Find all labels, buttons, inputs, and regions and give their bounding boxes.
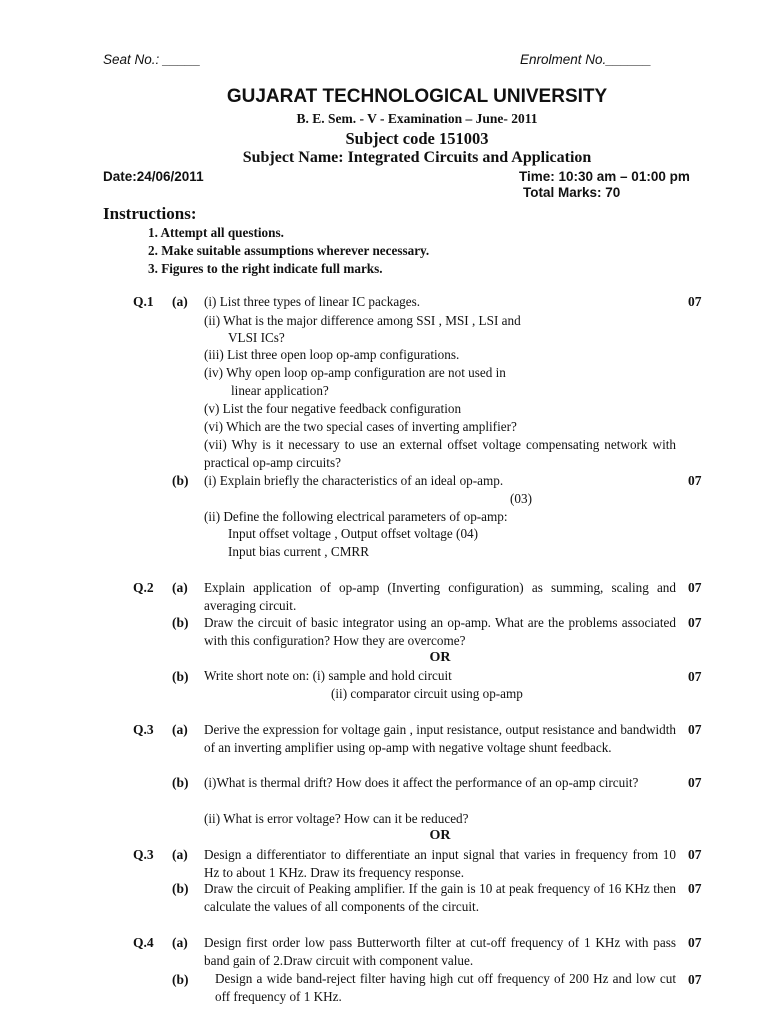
question-line: (iv) Why open loop op-amp configuration are not used in: [204, 365, 506, 380]
question-number: Q.3: [133, 722, 154, 737]
part-label: (b): [172, 775, 189, 790]
marks: 07: [688, 669, 702, 684]
question-line: Write short note on: (i) sample and hold circuit: [204, 668, 452, 683]
question-text: (i)What is thermal drift? How does it affect the performance of an op-amp circuit?: [204, 775, 639, 790]
exam-time: Time: 10:30 am – 01:00 pm: [519, 169, 690, 184]
question-text: Draw the circuit of Peaking amplifier. If the gain is 10 at peak frequency of 16 KHz then calculate the values of all components of the circuit.: [204, 881, 676, 914]
instructions-title: Instructions:: [103, 204, 197, 223]
question-text: Derive the expression for voltage gain , input resistance, output resistance and bandwidth of an inverting amplifier using op-amp with negative voltage shunt feedback.: [204, 722, 676, 755]
question-text: Explain application of op-amp (Inverting configuration) as summing, scaling and averaging circuit.: [204, 580, 676, 613]
question-line: (ii) What is the major difference among SSI , MSI , LSI and: [204, 313, 521, 328]
marks: 07: [688, 722, 702, 737]
part-label: (a): [172, 722, 188, 737]
exam-date: Date:24/06/2011: [103, 169, 204, 184]
question-text: Draw the circuit of basic integrator using an op-amp. What are the problems associated with this configuration? How they are overcome?: [204, 615, 676, 648]
part-label: (a): [172, 847, 188, 862]
university-name: GUJARAT TECHNOLOGICAL UNIVERSITY: [226, 86, 608, 107]
marks: 07: [688, 580, 702, 595]
total-marks: Total Marks: 70: [523, 185, 621, 200]
part-label: (b): [172, 473, 189, 488]
question-number: Q.2: [133, 580, 154, 595]
marks: 07: [688, 294, 702, 309]
question-text: Design a wide band-reject filter having high cut off frequency of 200 Hz and low cut off frequency of 1 KHz.: [215, 971, 676, 1004]
question-text: Design a differentiator to differentiate an input signal that varies in frequency from 10 Hz to about 1 KHz. Draw its frequency response.: [204, 847, 676, 880]
part-label: (b): [172, 881, 189, 896]
question-number: Q.4: [133, 935, 154, 950]
question-line: Input offset voltage , Output offset voltage (04): [228, 526, 479, 541]
question-line: (ii) comparator circuit using op-amp: [331, 686, 523, 701]
question-line: VLSI ICs?: [228, 330, 285, 345]
instruction-item: 2. Make suitable assumptions wherever necessary.: [148, 243, 430, 258]
part-label: (a): [172, 294, 188, 309]
subject-code: Subject code 151003: [345, 129, 489, 148]
sub-marks: (03): [510, 491, 532, 506]
marks: 07: [688, 935, 702, 950]
marks: 07: [688, 473, 702, 488]
question-line: (vi) Which are the two special cases of inverting amplifier?: [204, 419, 517, 434]
question-line: (i) Explain briefly the characteristics of an ideal op-amp.: [204, 473, 504, 488]
instruction-item: 1. Attempt all questions.: [148, 225, 284, 240]
part-label: (b): [172, 972, 189, 987]
part-label: (a): [172, 935, 188, 950]
marks: 07: [688, 881, 702, 896]
marks: 07: [688, 972, 702, 987]
marks: 07: [688, 847, 702, 862]
question-line: (ii) What is error voltage? How can it be reduced?: [204, 811, 469, 826]
or-separator: OR: [429, 650, 451, 665]
subject-name: Subject Name: Integrated Circuits and Application: [242, 149, 592, 166]
question-line: (v) List the four negative feedback configuration: [204, 401, 462, 416]
question-number: Q.3: [133, 847, 154, 862]
question-line: (ii) Define the following electrical parameters of op-amp:: [204, 509, 508, 524]
part-label: (b): [172, 615, 189, 630]
question-text: (vii) Why is it necessary to use an external offset voltage compensating network with practical op-amp circuits?: [204, 437, 676, 470]
marks: 07: [688, 775, 702, 790]
marks: 07: [688, 615, 702, 630]
question-line: Input bias current , CMRR: [228, 544, 370, 559]
exam-title: B. E. Sem. - V - Examination – June- 2011: [296, 111, 538, 126]
question-line: (i) List three types of linear IC packages.: [204, 294, 421, 309]
seat-no: Seat No.: _____: [103, 52, 201, 67]
part-label: (b): [172, 669, 189, 684]
question-line: linear application?: [231, 383, 329, 398]
question-line: (iii) List three open loop op-amp configurations.: [204, 347, 460, 362]
part-label: (a): [172, 580, 188, 595]
instruction-item: 3. Figures to the right indicate full marks.: [148, 261, 383, 276]
question-text: Design first order low pass Butterworth filter at cut-off frequency of 1 KHz with pass band gain of 2.Draw circuit with component value.: [204, 935, 676, 968]
enrolment-no: Enrolment No.______: [520, 52, 652, 67]
question-number: Q.1: [133, 294, 154, 309]
or-separator: OR: [429, 828, 451, 843]
